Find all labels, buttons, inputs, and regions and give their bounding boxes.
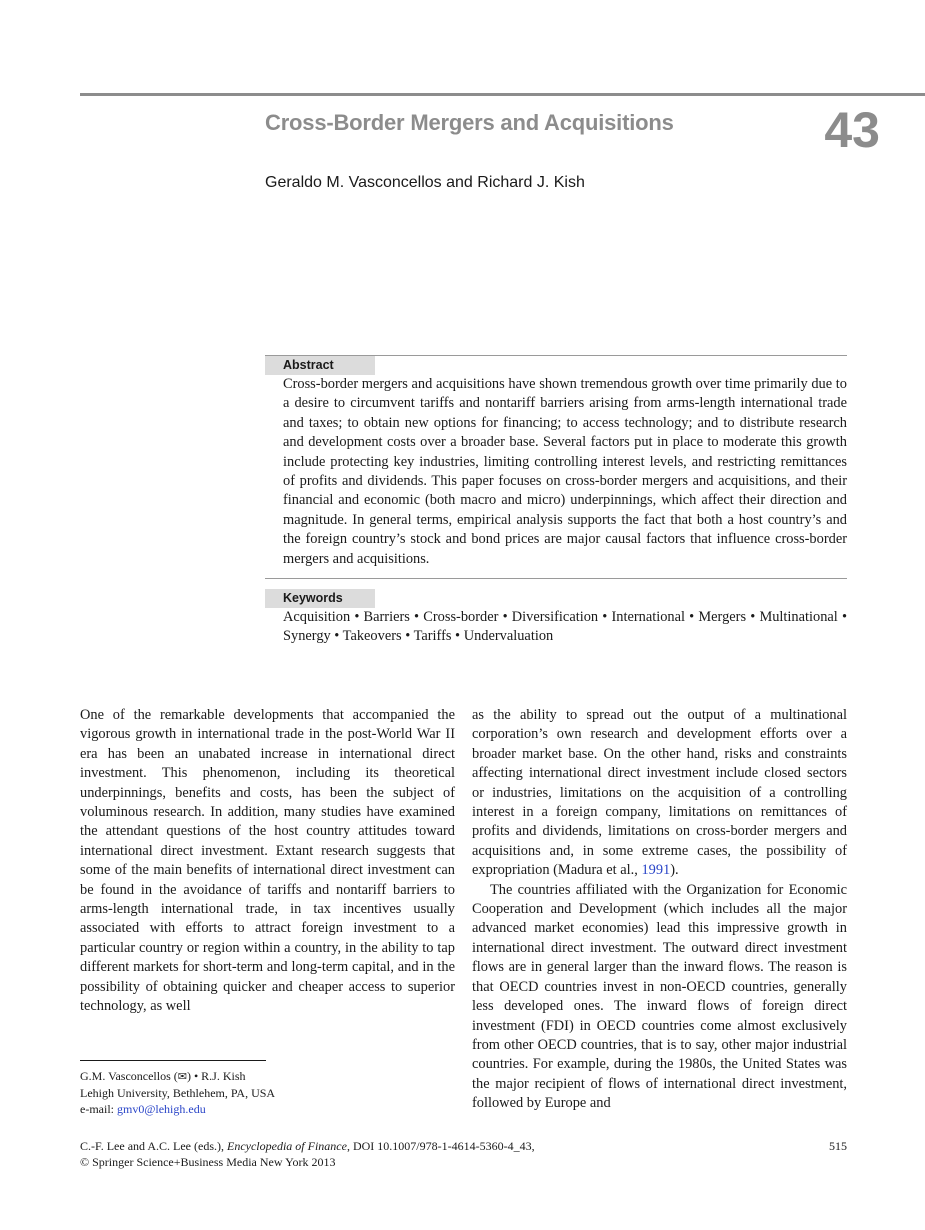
body-right-column bbox=[472, 706, 847, 1114]
citation-editors: C.-F. Lee and A.C. Lee (eds.), bbox=[80, 1139, 227, 1153]
oecd-paragraph: The countries affiliated with the Organization for Economic Cooperation and Development (which includes all the major advanced market economies) lead this impressive growth in international direct investment. The outward direct investment flows are in general larger than the inward flows. The reason is that OECD countries invest in non-OECD countries, generally less developed ones. The inward flows of foreign direct investment (FDI) in OECD countries come almost exclusively from other OECD countries, that is to say, other major industrial countries. For example, during the 1980s, the United States was the major recipient of flows of international direct investment, followed by Europe and bbox=[472, 881, 847, 1112]
top-rule bbox=[80, 93, 925, 96]
body-left-column bbox=[80, 706, 455, 1017]
continued-paragraph-text: as the ability to spread out the output of a multinational corporation’s own research and development efforts over a broader market base. On the other hand, risks and constraints affecting international direct investment include closed sectors or industries, limitations on the acquisition of a controlling interest in a foreign company, limitations on remittances of profits and dividends, limitations on cross-border mergers and acquisitions and, in some extreme cases, the possibility of expropriation (Madura et al., bbox=[472, 707, 847, 879]
footnote-author-2: ) • R.J. Kish bbox=[186, 1069, 246, 1083]
email-label: e-mail: bbox=[80, 1102, 117, 1116]
keywords-text: Acquisition • Barriers • Cross-border • Diversification • International • Mergers • Multinational • Synergy • Takeovers • Tariffs • Undervaluation bbox=[283, 609, 847, 645]
abstract-box bbox=[265, 355, 847, 579]
author-footnote bbox=[80, 1068, 275, 1117]
footnote-rule bbox=[80, 1060, 266, 1061]
continued-paragraph-end: ). bbox=[670, 862, 679, 879]
email-link[interactable]: gmv0@lehigh.edu bbox=[116, 1102, 206, 1116]
footnote-author-1: G.M. Vasconcellos ( bbox=[80, 1069, 178, 1083]
intro-paragraph: One of the remarkable developments that accompanied the vigorous growth in international trade in the post-World War II era has been an unabated increase in international direct investment. This phenomenon, including its theoretical underpinnings, benefits and costs, has been the subject of voluminous research. In addition, many studies have examined the attendant questions of the host country attitudes toward international direct investment. Extant research suggests that some of the main benefits of international direct investment can be found in the avoidance of tariffs and nontariff barriers to arms-length international trade, in tax incentives usually associated with efforts to attract foreign investment to a particular country or region within a country, in the ability to tap different markets for short-term and long-term capital, and in the possibility of obtaining quicker and cheaper access to superior technology, as well bbox=[80, 707, 455, 1015]
keywords-box bbox=[265, 589, 847, 647]
reference-link[interactable]: 1991 bbox=[641, 862, 671, 879]
citation-line bbox=[80, 1138, 535, 1154]
citation-doi: , DOI 10.1007/978-1-4614-5360-4_43, bbox=[346, 1139, 535, 1153]
chapter-title: Cross-Border Mergers and Acquisitions bbox=[265, 110, 674, 135]
abstract-text: Cross-border mergers and acquisitions have shown tremendous growth over time primarily due to a desire to circumvent tariffs and nontariff barriers arising from arms-length international trade and taxes; to obtain new options for financing; to access technology; and to distribute research and development costs over a broader base. Several factors put in place to moderate this growth include protecting key industries, limiting controlling interest levels, and restricting remittances of profits and dividends. This paper focuses on cross-border mergers and acquisitions, and their financial and economic (both macro and micro) underpinnings, which affect their direction and magnitude. In general terms, empirical analysis supports the fact that both a host country’s and the foreign country’s stock and bond prices are major causal factors that influence cross-border mergers and acquisitions. bbox=[283, 376, 847, 567]
citation bbox=[80, 1138, 535, 1170]
keywords-heading: Keywords bbox=[265, 589, 375, 608]
chapter-authors: Geraldo M. Vasconcellos and Richard J. Kish bbox=[265, 174, 585, 191]
continued-paragraph bbox=[472, 706, 847, 881]
page-number: 515 bbox=[829, 1139, 847, 1153]
envelope-icon: ✉ bbox=[177, 1071, 187, 1083]
copyright-line: © Springer Science+Business Media New York 2013 bbox=[80, 1155, 336, 1169]
chapter-number: 43 bbox=[824, 102, 880, 158]
abstract-bottom-rule bbox=[265, 578, 847, 579]
footnote-email-line bbox=[80, 1101, 275, 1117]
citation-book: Encyclopedia of Finance bbox=[227, 1139, 347, 1153]
footnote-authors bbox=[80, 1068, 275, 1085]
abstract-heading: Abstract bbox=[265, 356, 375, 375]
footnote-affiliation: Lehigh University, Bethlehem, PA, USA bbox=[80, 1086, 276, 1100]
